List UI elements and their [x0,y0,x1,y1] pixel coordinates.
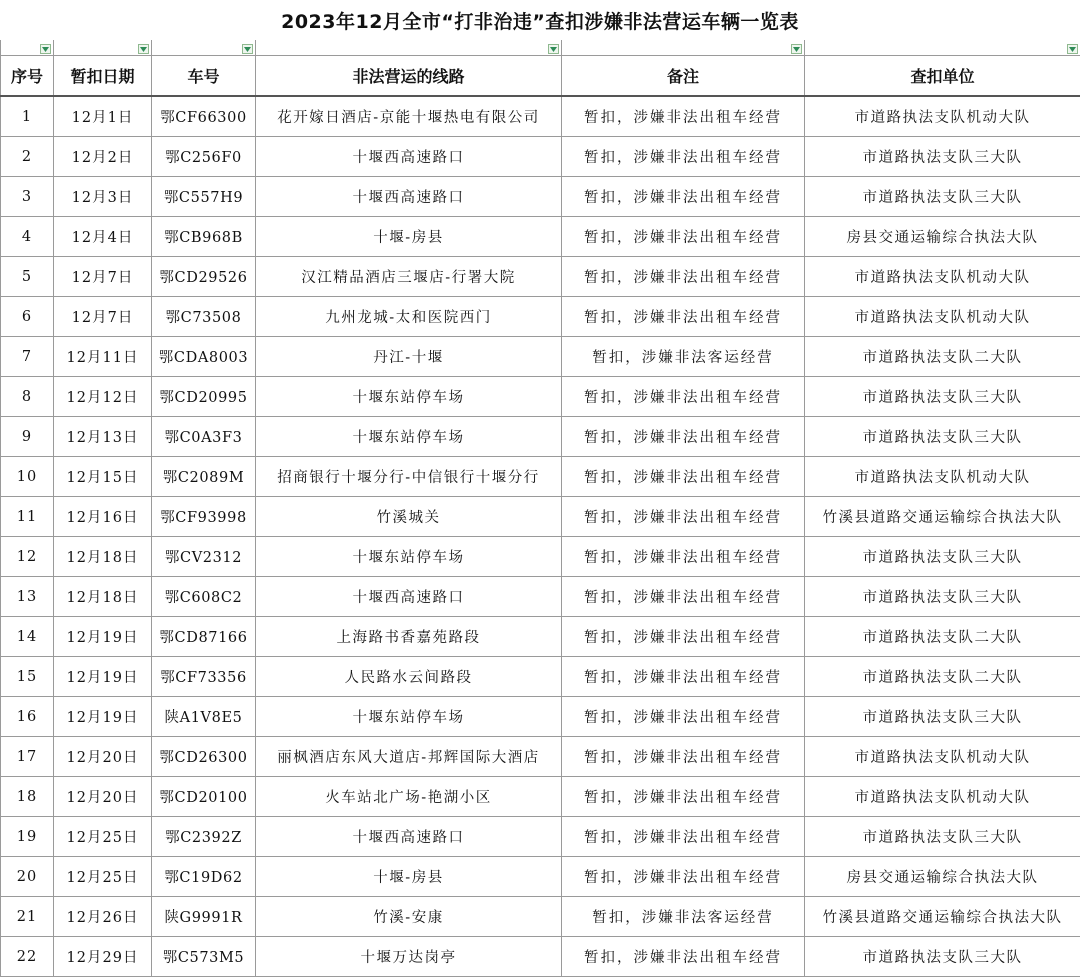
cell-route[interactable]: 十堰万达岗亭 [256,937,562,977]
table-row [1,337,1080,377]
cell-plate[interactable]: 鄂C2089M [152,457,256,497]
cell-date[interactable]: 12月18日 [54,577,152,617]
cell-route[interactable]: 十堰西高速路口 [256,817,562,857]
cell-no[interactable]: 1 [1,96,54,137]
filter-dropdown-icon[interactable] [1067,44,1078,54]
cell-unit[interactable]: 市道路执法支队三大队 [805,577,1080,617]
table-row [1,497,1080,537]
cell-date[interactable]: 12月3日 [54,177,152,217]
cell-note[interactable]: 暂扣，涉嫌非法出租车经营 [562,617,805,657]
table-row [1,257,1080,297]
cell-date[interactable]: 12月13日 [54,417,152,457]
cell-unit[interactable]: 市道路执法支队二大队 [805,617,1080,657]
cell-plate[interactable]: 鄂CD26300 [152,737,256,777]
cell-route[interactable]: 十堰西高速路口 [256,577,562,617]
filter-dropdown-icon[interactable] [242,44,253,54]
column-header-no[interactable]: 序号 [1,56,54,97]
cell-plate[interactable]: 鄂CF73356 [152,657,256,697]
cell-no[interactable]: 12 [1,537,54,577]
cell-no[interactable]: 20 [1,857,54,897]
cell-route[interactable]: 十堰东站停车场 [256,377,562,417]
cell-no[interactable]: 21 [1,897,54,937]
table-row [1,457,1080,497]
cell-no[interactable]: 22 [1,937,54,977]
cell-unit[interactable]: 房县交通运输综合执法大队 [805,217,1080,257]
cell-note[interactable]: 暂扣，涉嫌非法出租车经营 [562,657,805,697]
cell-no[interactable]: 17 [1,737,54,777]
filter-cell-unit [805,40,1080,56]
column-header-plate[interactable]: 车号 [152,56,256,97]
cell-route[interactable]: 火车站北广场-艳湖小区 [256,777,562,817]
sheet-title: 2023年12月全市“打非治违”查扣涉嫌非法营运车辆一览表 [281,10,799,33]
cell-unit[interactable]: 市道路执法支队二大队 [805,337,1080,377]
cell-plate[interactable]: 鄂CD20995 [152,377,256,417]
filter-cell-route [256,40,562,56]
cell-route[interactable]: 十堰东站停车场 [256,537,562,577]
cell-plate[interactable]: 鄂C256F0 [152,137,256,177]
cell-date[interactable]: 12月7日 [54,297,152,337]
cell-note[interactable]: 暂扣，涉嫌非法出租车经营 [562,497,805,537]
table-row [1,817,1080,857]
cell-route[interactable]: 十堰-房县 [256,857,562,897]
table-row [1,937,1080,977]
cell-note[interactable]: 暂扣，涉嫌非法出租车经营 [562,777,805,817]
cell-route[interactable]: 汉江精品酒店三堰店-行署大院 [256,257,562,297]
cell-note[interactable]: 暂扣，涉嫌非法出租车经营 [562,377,805,417]
cell-date[interactable]: 12月4日 [54,217,152,257]
cell-plate[interactable]: 鄂C19D62 [152,857,256,897]
cell-no[interactable]: 8 [1,377,54,417]
cell-route[interactable]: 十堰-房县 [256,217,562,257]
cell-note[interactable]: 暂扣，涉嫌非法出租车经营 [562,857,805,897]
cell-no[interactable]: 11 [1,497,54,537]
filter-cell-plate [152,40,256,56]
table-row [1,857,1080,897]
cell-unit[interactable]: 市道路执法支队机动大队 [805,96,1080,137]
cell-date[interactable]: 12月16日 [54,497,152,537]
cell-no[interactable]: 7 [1,337,54,377]
cell-date[interactable]: 12月15日 [54,457,152,497]
cell-unit[interactable]: 市道路执法支队三大队 [805,697,1080,737]
cell-no[interactable]: 6 [1,297,54,337]
table-row [1,697,1080,737]
table-row [1,617,1080,657]
cell-note[interactable]: 暂扣，涉嫌非法出租车经营 [562,96,805,137]
cell-date[interactable]: 12月25日 [54,857,152,897]
cell-note[interactable]: 暂扣，涉嫌非法出租车经营 [562,137,805,177]
cell-plate[interactable]: 鄂CB968B [152,217,256,257]
cell-unit[interactable]: 市道路执法支队三大队 [805,137,1080,177]
table-row [1,897,1080,937]
filter-cell-no [1,40,54,56]
cell-no[interactable]: 14 [1,617,54,657]
cell-no[interactable]: 13 [1,577,54,617]
cell-unit[interactable]: 市道路执法支队机动大队 [805,257,1080,297]
cell-date[interactable]: 12月20日 [54,777,152,817]
cell-unit[interactable]: 市道路执法支队机动大队 [805,737,1080,777]
cell-note[interactable]: 暂扣，涉嫌非法出租车经营 [562,457,805,497]
cell-note[interactable]: 暂扣，涉嫌非法出租车经营 [562,937,805,977]
cell-route[interactable]: 丹江-十堰 [256,337,562,377]
filter-dropdown-icon[interactable] [791,44,802,54]
table-row [1,137,1080,177]
cell-plate[interactable]: 鄂CD29526 [152,257,256,297]
cell-note[interactable]: 暂扣，涉嫌非法出租车经营 [562,817,805,857]
cell-date[interactable]: 12月25日 [54,817,152,857]
cell-plate[interactable]: 鄂C573M5 [152,937,256,977]
table-row [1,657,1080,697]
cell-unit[interactable]: 市道路执法支队机动大队 [805,297,1080,337]
filter-dropdown-icon[interactable] [548,44,559,54]
cell-no[interactable]: 9 [1,417,54,457]
cell-plate[interactable]: 陕A1V8E5 [152,697,256,737]
filter-row [1,40,1080,56]
cell-unit[interactable]: 房县交通运输综合执法大队 [805,857,1080,897]
cell-plate[interactable]: 鄂CD20100 [152,777,256,817]
cell-unit[interactable]: 市道路执法支队三大队 [805,537,1080,577]
cell-route[interactable]: 十堰西高速路口 [256,137,562,177]
cell-route[interactable]: 花开嫁日酒店-京能十堰热电有限公司 [256,96,562,137]
cell-date[interactable]: 12月19日 [54,657,152,697]
cell-plate[interactable]: 鄂C73508 [152,297,256,337]
cell-route[interactable]: 上海路书香嘉苑路段 [256,617,562,657]
header-row [1,56,1080,97]
table-row [1,577,1080,617]
table-row [1,417,1080,457]
cell-date[interactable]: 12月26日 [54,897,152,937]
cell-unit[interactable]: 竹溪县道路交通运输综合执法大队 [805,897,1080,937]
cell-unit[interactable]: 竹溪县道路交通运输综合执法大队 [805,497,1080,537]
cell-route[interactable]: 十堰东站停车场 [256,697,562,737]
cell-plate[interactable]: 鄂C608C2 [152,577,256,617]
cell-route[interactable]: 招商银行十堰分行-中信银行十堰分行 [256,457,562,497]
column-header-note[interactable]: 备注 [562,56,805,97]
cell-no[interactable]: 4 [1,217,54,257]
table-row [1,377,1080,417]
cell-no[interactable]: 18 [1,777,54,817]
table-row [1,537,1080,577]
column-header-route[interactable]: 非法营运的线路 [256,56,562,97]
table-row [1,177,1080,217]
cell-plate[interactable]: 鄂C557H9 [152,177,256,217]
column-header-date[interactable]: 暂扣日期 [54,56,152,97]
cell-unit[interactable]: 市道路执法支队机动大队 [805,777,1080,817]
cell-route[interactable]: 竹溪城关 [256,497,562,537]
cell-plate[interactable]: 鄂CD87166 [152,617,256,657]
cell-no[interactable]: 5 [1,257,54,297]
cell-unit[interactable]: 市道路执法支队机动大队 [805,457,1080,497]
cell-plate[interactable]: 鄂C0A3F3 [152,417,256,457]
cell-note[interactable]: 暂扣，涉嫌非法出租车经营 [562,217,805,257]
cell-route[interactable]: 竹溪-安康 [256,897,562,937]
cell-unit[interactable]: 市道路执法支队三大队 [805,417,1080,457]
cell-unit[interactable]: 市道路执法支队三大队 [805,817,1080,857]
cell-note[interactable]: 暂扣，涉嫌非法出租车经营 [562,257,805,297]
cell-date[interactable]: 12月20日 [54,737,152,777]
cell-note[interactable]: 暂扣，涉嫌非法出租车经营 [562,577,805,617]
table-row [1,297,1080,337]
cell-date[interactable]: 12月19日 [54,697,152,737]
cell-date[interactable]: 12月7日 [54,257,152,297]
filter-dropdown-icon[interactable] [138,44,149,54]
cell-date[interactable]: 12月11日 [54,337,152,377]
cell-note[interactable]: 暂扣，涉嫌非法出租车经营 [562,697,805,737]
cell-plate[interactable]: 陕G9991R [152,897,256,937]
cell-route[interactable]: 九州龙城-太和医院西门 [256,297,562,337]
cell-route[interactable]: 十堰西高速路口 [256,177,562,217]
table-row [1,777,1080,817]
cell-plate[interactable]: 鄂CF93998 [152,497,256,537]
cell-note[interactable]: 暂扣，涉嫌非法客运经营 [562,337,805,377]
cell-route[interactable]: 丽枫酒店东风大道店-邦辉国际大酒店 [256,737,562,777]
cell-no[interactable]: 3 [1,177,54,217]
cell-date[interactable]: 12月1日 [54,96,152,137]
cell-note[interactable]: 暂扣，涉嫌非法出租车经营 [562,417,805,457]
cell-unit[interactable]: 市道路执法支队三大队 [805,377,1080,417]
cell-unit[interactable]: 市道路执法支队二大队 [805,657,1080,697]
cell-no[interactable]: 15 [1,657,54,697]
cell-no[interactable]: 16 [1,697,54,737]
cell-plate[interactable]: 鄂CV2312 [152,537,256,577]
cell-no[interactable]: 10 [1,457,54,497]
cell-note[interactable]: 暂扣，涉嫌非法出租车经营 [562,537,805,577]
cell-plate[interactable]: 鄂C2392Z [152,817,256,857]
cell-plate[interactable]: 鄂CF66300 [152,96,256,137]
cell-no[interactable]: 19 [1,817,54,857]
cell-route[interactable]: 人民路水云间路段 [256,657,562,697]
table-row [1,96,1080,137]
cell-no[interactable]: 2 [1,137,54,177]
vehicle-table [0,40,1080,977]
filter-cell-note [562,40,805,56]
table-row [1,217,1080,257]
cell-date[interactable]: 12月2日 [54,137,152,177]
filter-cell-date [54,40,152,56]
cell-plate[interactable]: 鄂CDA8003 [152,337,256,377]
cell-unit[interactable]: 市道路执法支队三大队 [805,937,1080,977]
filter-dropdown-icon[interactable] [40,44,51,54]
cell-unit[interactable]: 市道路执法支队三大队 [805,177,1080,217]
cell-date[interactable]: 12月18日 [54,537,152,577]
table-row [1,737,1080,777]
cell-date[interactable]: 12月29日 [54,937,152,977]
cell-date[interactable]: 12月19日 [54,617,152,657]
cell-note[interactable]: 暂扣，涉嫌非法出租车经营 [562,297,805,337]
cell-note[interactable]: 暂扣，涉嫌非法出租车经营 [562,177,805,217]
column-header-unit[interactable]: 查扣单位 [805,56,1080,97]
cell-route[interactable]: 十堰东站停车场 [256,417,562,457]
cell-date[interactable]: 12月12日 [54,377,152,417]
cell-note[interactable]: 暂扣，涉嫌非法客运经营 [562,897,805,937]
cell-note[interactable]: 暂扣，涉嫌非法出租车经营 [562,737,805,777]
